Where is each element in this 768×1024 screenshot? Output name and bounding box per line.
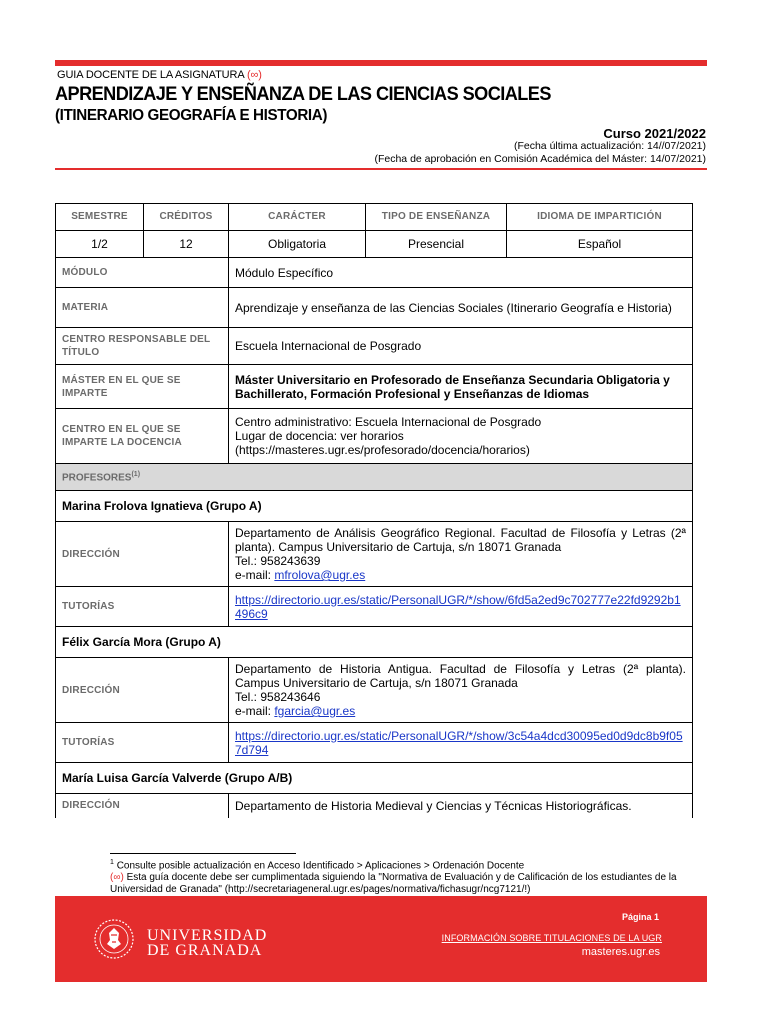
label-tutorias: TUTORÍAS xyxy=(56,587,229,627)
footnote-2-text: Esta guía docente debe ser cumplimentada siguiendo la "Normativa de Evaluación y de Calificación de los estudiantes de la Universidad de Granada" (http://secretariageneral.ugr.es/pages/normativa/fichasugr/ncg7121/!) xyxy=(110,872,677,895)
value-creditos: 12 xyxy=(144,231,229,258)
professor-email-link[interactable]: fgarcia@ugr.es xyxy=(274,704,356,718)
professor-name-row xyxy=(56,627,693,658)
professor-address: Departamento de Historia Antigua. Facultad de Filosofía y Letras (2ª planta). Campus Universitario de Cartuja, s/n 18071 Granada xyxy=(235,662,686,690)
university-seal-icon xyxy=(93,918,135,965)
professor-tutorias-row xyxy=(56,587,693,627)
label-direccion: DIRECCIÓN xyxy=(56,794,229,818)
header-divider xyxy=(55,168,707,170)
top-red-bar xyxy=(55,60,707,66)
professor-email-line xyxy=(235,568,686,582)
university-name-line1: UNIVERSIDAD xyxy=(147,927,268,944)
label-centro-docencia: CENTRO EN EL QUE SE IMPARTE LA DOCENCIA xyxy=(56,409,229,464)
header-caracter: CARÁCTER xyxy=(229,204,366,231)
professor-email-line xyxy=(235,704,686,718)
professor-address: Departamento de Historia Medieval y Ciencias y Técnicas Historiográficas. xyxy=(229,794,693,818)
value-caracter: Obligatoria xyxy=(229,231,366,258)
centro-docencia-line2: Lugar de docencia: ver horarios xyxy=(235,429,404,443)
guide-label-text: GUIA DOCENTE DE LA ASIGNATURA xyxy=(57,69,245,81)
value-tipo: Presencial xyxy=(366,231,507,258)
value-materia: Aprendizaje y enseñanza de las Ciencias Sociales (Itinerario Geografía e Historia) xyxy=(229,288,693,328)
professor-tutorias xyxy=(229,723,693,763)
guide-label xyxy=(57,69,262,81)
profesores-label: PROFESORES xyxy=(62,472,132,484)
titulaciones-info-link[interactable]: INFORMACIÓN SOBRE TITULACIONES DE LA UGR xyxy=(441,933,662,943)
professor-phone: Tel.: 958243639 xyxy=(235,554,321,568)
value-centro-docencia xyxy=(229,409,693,464)
label-direccion: DIRECCIÓN xyxy=(56,658,229,723)
header-tipo: TIPO DE ENSEÑANZA xyxy=(366,204,507,231)
label-tutorias: TUTORÍAS xyxy=(56,723,229,763)
university-name-line2: DE GRANADA xyxy=(147,942,263,959)
header-creditos: CRÉDITOS xyxy=(144,204,229,231)
tutorias-link[interactable]: https://directorio.ugr.es/static/PersonalUGR/*/show/6fd5a2ed9c702777e22fd9292b1496c9 xyxy=(235,592,681,621)
email-prefix: e-mail: xyxy=(235,568,275,582)
profesores-footnote-ref: (1) xyxy=(131,471,141,479)
professor-name: María Luisa García Valverde (Grupo A/B) xyxy=(56,763,693,794)
value-master: Máster Universitario en Profesorado de Enseñanza Secundaria Obligatoria y Bachillerato, Formación Profesional y Enseñanzas de Idiomas xyxy=(229,365,693,409)
course-info-table xyxy=(55,203,693,818)
row-centro-docencia xyxy=(56,409,693,464)
centro-docencia-line1: Centro administrativo: Escuela Internacional de Posgrado xyxy=(235,415,542,429)
label-materia: MATERIA xyxy=(56,288,229,328)
value-idioma: Español xyxy=(507,231,693,258)
approval-date: (Fecha de aprobación en Comisión Académica del Máster: 14/07/2021) xyxy=(374,153,706,165)
professor-direccion xyxy=(229,522,693,587)
professor-name: Félix García Mora (Grupo A) xyxy=(56,627,693,658)
row-materia xyxy=(56,288,693,328)
value-semestre: 1/2 xyxy=(56,231,144,258)
table-header-row xyxy=(56,204,693,231)
professor-tutorias-row xyxy=(56,723,693,763)
email-prefix: e-mail: xyxy=(235,704,275,718)
page-number: Página 1 xyxy=(621,912,659,922)
masteres-site-link[interactable]: masteres.ugr.es xyxy=(581,946,660,958)
row-profesores-header xyxy=(56,464,693,491)
footnote-2-symbol: (∞) xyxy=(110,872,124,883)
university-name xyxy=(147,928,267,958)
row-centro xyxy=(56,328,693,365)
course-subtitle: (ITINERARIO GEOGRAFÍA E HISTORIA) xyxy=(55,107,328,124)
professor-tutorias xyxy=(229,587,693,627)
last-update-date: (Fecha última actualización: 14//07/2021) xyxy=(513,140,706,152)
header-idioma: IDIOMA DE IMPARTICIÓN xyxy=(507,204,693,231)
infinity-symbol: (∞) xyxy=(246,69,262,81)
professor-direccion-row xyxy=(56,794,693,818)
professor-name-row xyxy=(56,763,693,794)
row-modulo xyxy=(56,258,693,288)
profesores-heading xyxy=(56,464,693,491)
footnote-2 xyxy=(110,872,700,896)
header-semestre: SEMESTRE xyxy=(56,204,144,231)
professor-direccion xyxy=(229,658,693,723)
value-modulo: Módulo Específico xyxy=(229,258,693,288)
professor-phone: Tel.: 958243646 xyxy=(235,690,321,704)
professor-name: Marina Frolova Ignatieva (Grupo A) xyxy=(56,491,693,522)
label-centro: CENTRO RESPONSABLE DEL TÍTULO xyxy=(56,328,229,365)
footnote-1 xyxy=(110,859,524,871)
label-modulo: MÓDULO xyxy=(56,258,229,288)
row-master xyxy=(56,365,693,409)
professor-email-link[interactable]: mfrolova@ugr.es xyxy=(274,568,366,582)
footnote-divider xyxy=(110,853,296,854)
footnote-1-number: 1 xyxy=(110,859,114,866)
professor-direccion-row xyxy=(56,522,693,587)
label-master: MÁSTER EN EL QUE SE IMPARTE xyxy=(56,365,229,409)
centro-docencia-line3: (https://masteres.ugr.es/profesorado/docencia/horarios) xyxy=(235,443,530,457)
footer-banner xyxy=(55,896,707,982)
professor-direccion-row xyxy=(56,658,693,723)
academic-year: Curso 2021/2022 xyxy=(603,126,706,141)
course-title: APRENDIZAJE Y ENSEÑANZA DE LAS CIENCIAS SOCIALES xyxy=(55,83,551,105)
footnote-1-text: Consulte posible actualización en Acceso Identificado > Aplicaciones > Ordenación Docente xyxy=(116,860,525,872)
value-centro: Escuela Internacional de Posgrado xyxy=(229,328,693,365)
tutorias-link[interactable]: https://directorio.ugr.es/static/PersonalUGR/*/show/3c54a4dcd30095ed0d9dc8b9f057d794 xyxy=(235,728,683,757)
table-values-row xyxy=(56,231,693,258)
label-direccion: DIRECCIÓN xyxy=(56,522,229,587)
professor-name-row xyxy=(56,491,693,522)
professor-address: Departamento de Análisis Geográfico Regional. Facultad de Filosofía y Letras (2ª planta). Campus Universitario de Cartuja, s/n 18071 Granada xyxy=(235,526,686,554)
